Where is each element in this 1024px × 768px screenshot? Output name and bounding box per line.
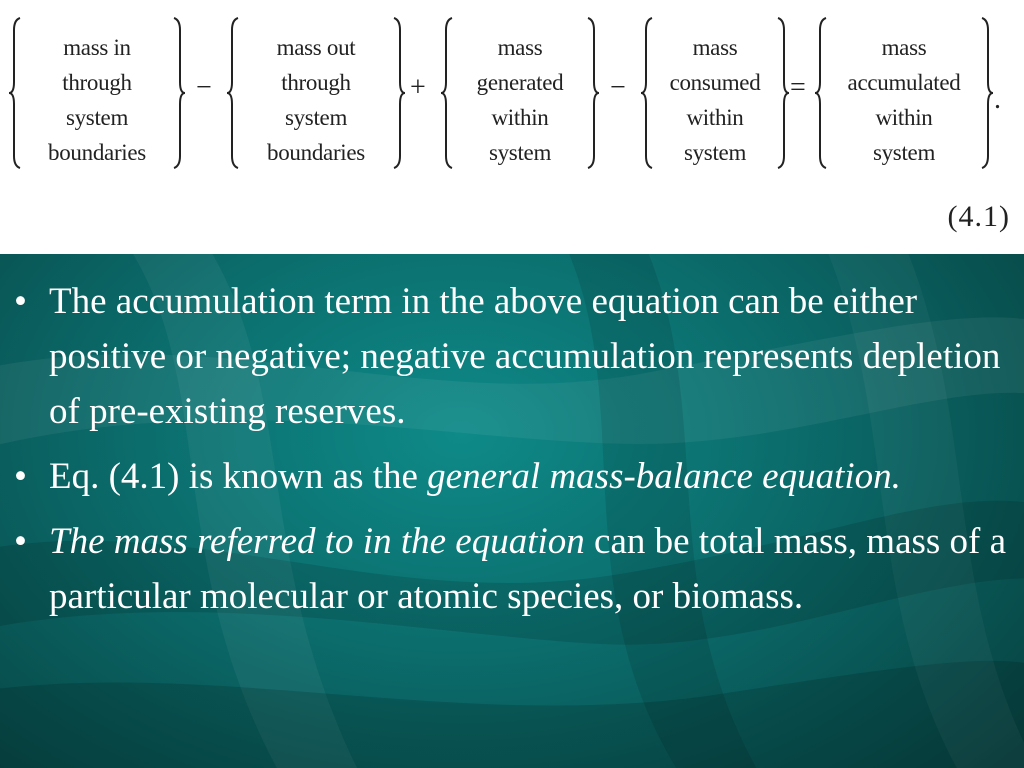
right-brace-icon — [586, 16, 600, 170]
term-line: within — [875, 105, 933, 130]
list-item — [14, 514, 1012, 624]
bullet-text: The accumulation term in the above equation can be either positive or negative; negative accumulation represents depletion of pre-existing reserves. — [49, 281, 1001, 432]
list-item — [14, 449, 1012, 504]
term-line: boundaries — [267, 140, 365, 165]
term-line: mass out — [276, 35, 356, 60]
term-line: system — [284, 105, 348, 130]
bullet-icon: • — [14, 521, 27, 562]
slide-body — [0, 254, 1024, 768]
term-line: through — [281, 70, 351, 95]
term-line: mass — [692, 35, 738, 60]
term-mass-consumed — [640, 16, 790, 170]
term-mass-out — [226, 16, 406, 170]
minus-operator: − — [610, 72, 626, 103]
term-line: system — [683, 140, 747, 165]
equals-operator: = — [790, 72, 806, 103]
term-line: system — [65, 105, 129, 130]
term-line: mass — [497, 35, 543, 60]
right-brace-icon — [980, 16, 994, 170]
bullet-icon: • — [14, 281, 27, 322]
period-mark: . — [994, 84, 1001, 115]
term-line: system — [488, 140, 552, 165]
term-line: mass — [881, 35, 927, 60]
equation-number: (4.1) — [947, 200, 1010, 233]
term-line: consumed — [669, 70, 761, 95]
term-line: system — [872, 140, 936, 165]
term-mass-accumulated — [814, 16, 994, 170]
bullet-list — [14, 274, 1012, 634]
term-mass-generated — [440, 16, 600, 170]
right-brace-icon — [776, 16, 790, 170]
bullet-text: can be total mass, mass of a particular molecular or atomic species, or biomass. — [49, 521, 1007, 617]
list-item — [14, 274, 1012, 439]
term-line: mass in — [63, 35, 131, 60]
equation-panel — [0, 0, 1024, 254]
term-line: generated — [476, 70, 564, 95]
bullet-text: Eq. (4.1) is known as the — [49, 456, 428, 497]
term-line: through — [62, 70, 132, 95]
right-brace-icon — [392, 16, 406, 170]
term-line: accumulated — [847, 70, 961, 95]
bullet-icon: • — [14, 456, 27, 497]
term-line: boundaries — [48, 140, 146, 165]
term-line: within — [686, 105, 744, 130]
plus-operator: + — [410, 72, 426, 103]
term-mass-in — [8, 16, 186, 170]
term-line: within — [491, 105, 549, 130]
right-brace-icon — [172, 16, 186, 170]
minus-operator: − — [196, 72, 212, 103]
bullet-emphasis: The mass referred to in the equation — [49, 521, 585, 562]
bullet-emphasis: general mass-balance equation. — [427, 456, 901, 497]
